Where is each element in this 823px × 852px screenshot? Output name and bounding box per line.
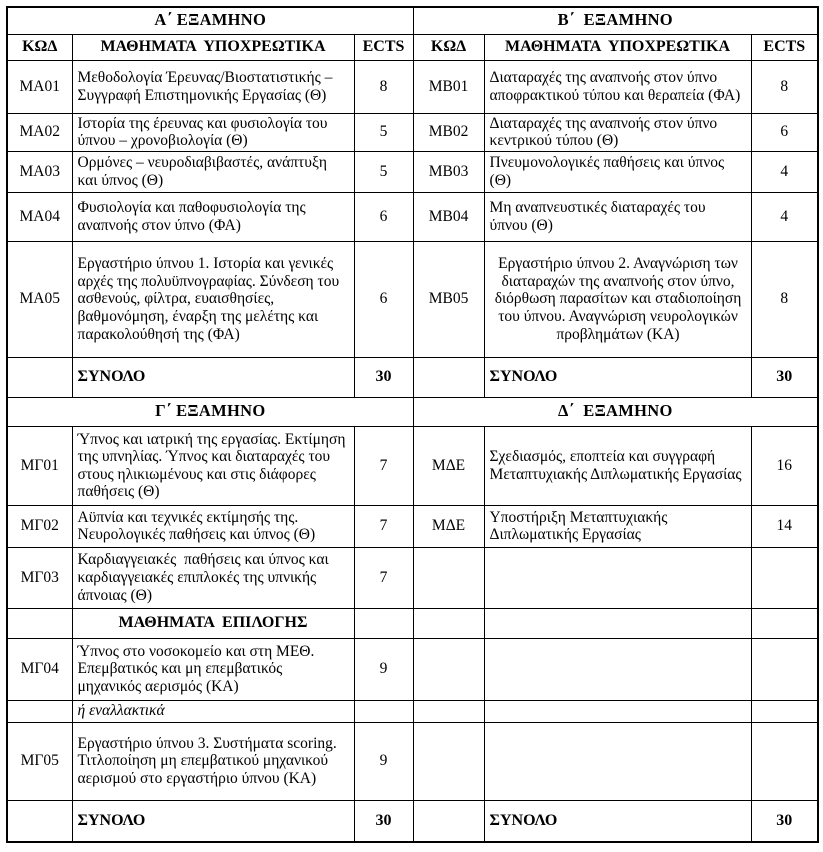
course-row (7, 722, 818, 800)
course-ects-cell: 6 (354, 241, 413, 357)
course-code-cell: ΜΓ05 (7, 722, 72, 800)
course-code-cell: ΜΔΕ (413, 505, 484, 547)
course-code-cell: ΜΑ05 (7, 241, 72, 357)
course-code-cell: ΜΒ04 (413, 192, 484, 241)
course-ects-cell: 8 (751, 60, 818, 113)
course-code-cell: ΜΒ03 (413, 151, 484, 192)
elective-header-row (7, 608, 818, 638)
semester-header-row (7, 7, 818, 34)
empty-cell (751, 722, 818, 800)
total-label-cell: ΣΥΝΟΛΟ (72, 357, 354, 397)
course-title-cell: Πνευμονολογικές παθήσεις και ύπνος (Θ) (484, 151, 751, 192)
empty-cell (413, 722, 484, 800)
total-value-cell: 30 (354, 800, 413, 842)
course-title-cell: Εργαστήριο ύπνου 3. Συστήματα scoring. Τιτλοποίηση μη επεμβατικού μηχανικού αερισμού στο εργαστήριο ύπνου (ΚΑ) (72, 722, 354, 800)
course-row (7, 151, 818, 192)
empty-cell (484, 722, 751, 800)
empty-cell (7, 357, 72, 397)
empty-cell (484, 547, 751, 608)
course-title-cell: Αϋπνία και τεχνικές εκτίμησής της. Νευρολογικές παθήσεις και ύπνος (Θ) (72, 505, 354, 547)
course-row (7, 113, 818, 151)
empty-cell (751, 700, 818, 722)
total-label-cell: ΣΥΝΟΛΟ (72, 800, 354, 842)
course-code-cell: ΜΓ02 (7, 505, 72, 547)
empty-cell (413, 547, 484, 608)
course-ects-cell: 14 (751, 505, 818, 547)
empty-cell (7, 800, 72, 842)
course-code-cell: ΜΑ01 (7, 60, 72, 113)
code-column-header-right: ΚΩΔ (413, 34, 484, 60)
empty-cell (7, 608, 72, 638)
course-row (7, 426, 818, 505)
course-title-cell: Μη αναπνευστικές διαταραχές του ύπνου (Θ) (484, 192, 751, 241)
course-title-cell: Εργαστήριο ύπνου 2. Αναγνώριση των διαταραχών της αναπνοής στον ύπνο, διόρθωση παρασίτων και σταδιοποίηση του ύπνου. Αναγνώριση νευρολογικών προβλημάτων (ΚΑ) (484, 241, 751, 357)
course-title-cell: Ιστορία της έρευνας και φυσιολογία του ύπνου – χρονοβιολογία (Θ) (72, 113, 354, 151)
course-title-cell: Υποστήριξη Μεταπτυχιακής Διπλωματικής Εργασίας (484, 505, 751, 547)
semester-c-header: Γ΄ ΕΞΑΜΗΝΟ (7, 397, 413, 426)
course-row (7, 192, 818, 241)
course-title-cell: Μεθοδολογία Έρευνας/Βιοστατιστικής – Συγγραφή Επιστημονικής Εργασίας (Θ) (72, 60, 354, 113)
course-row (7, 241, 818, 357)
elective-courses-header: ΜΑΘΗΜΑΤΑ ΕΠΙΛΟΓΗΣ (72, 608, 354, 638)
course-ects-cell: 7 (354, 547, 413, 608)
course-ects-cell: 8 (354, 60, 413, 113)
empty-cell (413, 700, 484, 722)
empty-cell (413, 357, 484, 397)
empty-cell (751, 638, 818, 700)
total-value-cell: 30 (751, 357, 818, 397)
curriculum-table (6, 6, 819, 843)
course-ects-cell: 5 (354, 113, 413, 151)
course-title-cell: Ύπνος στο νοσοκομείο και στη ΜΕΘ. Επεμβατικός και μη επεμβατικός μηχανικός αερισμός (ΚΑ) (72, 638, 354, 700)
total-label-cell: ΣΥΝΟΛΟ (484, 800, 751, 842)
course-code-cell: ΜΓ01 (7, 426, 72, 505)
course-code-cell: ΜΓ03 (7, 547, 72, 608)
course-code-cell: ΜΑ04 (7, 192, 72, 241)
course-code-cell: ΜΑ02 (7, 113, 72, 151)
course-row (7, 638, 818, 700)
empty-cell (751, 547, 818, 608)
course-ects-cell: 16 (751, 426, 818, 505)
course-ects-cell: 8 (751, 241, 818, 357)
empty-cell (413, 800, 484, 842)
total-value-cell: 30 (354, 357, 413, 397)
total-row (7, 357, 818, 397)
ects-column-header-right: ECTS (751, 34, 818, 60)
empty-cell (413, 638, 484, 700)
empty-cell (354, 608, 413, 638)
alternative-note-row (7, 700, 818, 722)
course-ects-cell: 6 (751, 113, 818, 151)
course-code-cell: ΜΑ03 (7, 151, 72, 192)
course-ects-cell: 6 (354, 192, 413, 241)
course-row (7, 547, 818, 608)
empty-cell (354, 700, 413, 722)
semester-d-header: Δ΄ ΕΞΑΜΗΝΟ (413, 397, 818, 426)
empty-cell (751, 608, 818, 638)
course-code-cell: ΜΒ02 (413, 113, 484, 151)
course-ects-cell: 4 (751, 192, 818, 241)
ects-column-header-left: ECTS (354, 34, 413, 60)
empty-cell (484, 700, 751, 722)
course-title-cell: Σχεδιασμός, εποπτεία και συγγραφή Μεταπτυχιακής Διπλωματικής Εργασίας (484, 426, 751, 505)
course-ects-cell: 7 (354, 505, 413, 547)
required-courses-header-left: ΜΑΘΗΜΑΤΑ ΥΠΟΧΡΕΩΤΙΚΑ (72, 34, 354, 60)
empty-cell (413, 608, 484, 638)
course-code-cell: ΜΒ01 (413, 60, 484, 113)
total-value-cell: 30 (751, 800, 818, 842)
semester-b-header: Β΄ ΕΞΑΜΗΝΟ (413, 7, 818, 34)
semester-header-row (7, 397, 818, 426)
required-courses-header-right: ΜΑΘΗΜΑΤΑ ΥΠΟΧΡΕΩΤΙΚΑ (484, 34, 751, 60)
course-row (7, 60, 818, 113)
total-row (7, 800, 818, 842)
empty-cell (7, 700, 72, 722)
course-title-cell: Ύπνος και ιατρική της εργασίας. Εκτίμηση της υπνηλίας. Ύπνος και διαταραχές του στους ηλικιωμένους και στις διάφορες παθήσεις (Θ) (72, 426, 354, 505)
empty-cell (484, 608, 751, 638)
alternative-note-cell: ή εναλλακτικά (72, 700, 354, 722)
course-ects-cell: 4 (751, 151, 818, 192)
course-row (7, 505, 818, 547)
course-title-cell: Εργαστήριο ύπνου 1. Ιστορία και γενικές αρχές της πολυϋπνογραφίας. Σύνδεση του ασθενούς, φίλτρα, ευαισθησίες, βαθμονόμηση, έναρξη της μελέτης και παρακολούθησή της (ΦΑ) (72, 241, 354, 357)
course-title-cell: Φυσιολογία και παθοφυσιολογία της αναπνοής στον ύπνο (ΦΑ) (72, 192, 354, 241)
code-column-header-left: ΚΩΔ (7, 34, 72, 60)
semester-a-header: Α΄ ΕΞΑΜΗΝΟ (7, 7, 413, 34)
course-ects-cell: 5 (354, 151, 413, 192)
course-code-cell: ΜΔΕ (413, 426, 484, 505)
course-ects-cell: 9 (354, 722, 413, 800)
course-ects-cell: 9 (354, 638, 413, 700)
course-code-cell: ΜΒ05 (413, 241, 484, 357)
course-title-cell: Καρδιαγγειακές παθήσεις και ύπνος και καρδιαγγειακές επιπλοκές της υπνικής άπνοιας (Θ) (72, 547, 354, 608)
course-ects-cell: 7 (354, 426, 413, 505)
course-title-cell: Διαταραχές της αναπνοής στον ύπνο αποφρακτικού τύπου και θεραπεία (ΦΑ) (484, 60, 751, 113)
course-code-cell: ΜΓ04 (7, 638, 72, 700)
course-title-cell: Ορμόνες – νευροδιαβιβαστές, ανάπτυξη και ύπνος (Θ) (72, 151, 354, 192)
column-header-row (7, 34, 818, 60)
course-title-cell: Διαταραχές της αναπνοής στον ύπνο κεντρικού τύπου (Θ) (484, 113, 751, 151)
total-label-cell: ΣΥΝΟΛΟ (484, 357, 751, 397)
empty-cell (484, 638, 751, 700)
